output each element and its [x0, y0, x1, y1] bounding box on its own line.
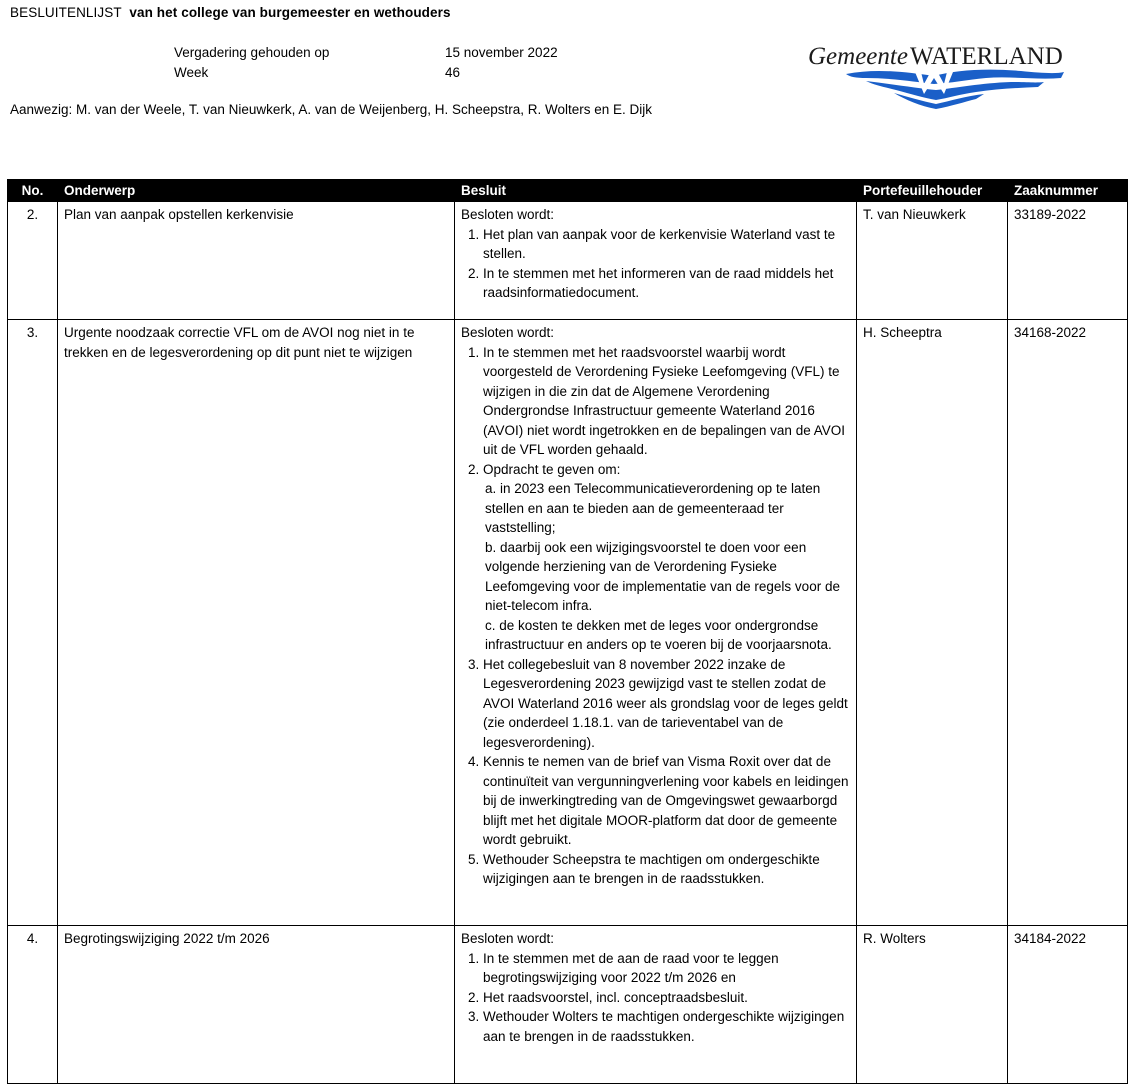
row-onderwerp: Begrotingswijziging 2022 t/m 2026 [58, 926, 455, 1084]
table-row [8, 320, 1128, 926]
logo-text-gemeente: Gemeente [808, 43, 908, 70]
row-zaaknummer: 34168-2022 [1008, 320, 1128, 926]
document-title [10, 5, 451, 20]
week-number: 46 [445, 65, 461, 80]
table-row [8, 202, 1128, 320]
besluit-item: 3. Het collegebesluit van 8 november 2022 inzake de Legesverordening 2023 gewijzigd vast te stellen zodat de AVOI Waterland 2016 weer als grondslag voor de leges geldt (zie onderdeel 1.18.1. van de tarieventabel van de legesverordening). [483, 655, 850, 753]
row-number: 4. [8, 926, 58, 1084]
row-besluit [455, 202, 857, 320]
besluit-item: 1. In te stemmen met de aan de raad voor te leggen begrotingswijziging voor 2022 t/m 2026 en [483, 949, 850, 988]
row-besluit [455, 926, 857, 1084]
header-zaaknummer: Zaaknummer [1008, 180, 1128, 202]
row-zaaknummer: 34184-2022 [1008, 926, 1128, 1084]
row-onderwerp: Plan van aanpak opstellen kerkenvisie [58, 202, 455, 320]
row-onderwerp: Urgente noodzaak correctie VFL om de AVOI nog niet in te trekken en de legesverordening op dit punt niet te wijzigen [58, 320, 455, 926]
title-bold: van het college van burgemeester en wethouders [129, 5, 451, 20]
table-header-row [8, 180, 1128, 202]
besluit-item-text: 2. Opdracht te geven om: [483, 461, 621, 477]
header-besluit: Besluit [455, 180, 857, 202]
gemeente-waterland-logo [806, 36, 1068, 110]
table-row [8, 926, 1128, 1084]
logo-water-icon [846, 70, 1064, 109]
besluit-subitem: a. in 2023 een Telecommunicatieverordening op te laten stellen en aan te bieden aan de gemeenteraad ter vaststelling; [485, 481, 821, 535]
logo-text-waterland: WATERLAND [910, 43, 1063, 70]
meeting-meta [174, 43, 558, 83]
row-zaaknummer: 33189-2022 [1008, 202, 1128, 320]
besluit-item: 4. Kennis te nemen van de brief van Visma Roxit over dat de continuïteit van vergunningverlening voor kabels en leidingen bij de inwerkingtreding van de Omgevingswet gewaarborgd blijft met het digitale MOOR-platform dat door de gemeente wordt gebruikt. [483, 752, 850, 850]
besluit-item: 1. In te stemmen met het raadsvoorstel waarbij wordt voorgesteld de Verordening Fysieke Leefomgeving (VFL) te wijzigen in die zin dat de Algemene Verordening Ondergrondse Infrastructuur gemeente Waterland 2016 (AVOI) niet wordt ingetrokken en de bepalingen van de AVOI uit de VFL worden gehaald. [483, 343, 850, 460]
besluit-item: 3. Wethouder Wolters te machtigen ondergeschikte wijzigingen aan te brengen in de raadsstukken. [483, 1007, 850, 1046]
row-besluit [455, 320, 857, 926]
besluit-subitem: b. daarbij ook een wijzigingsvoorstel te doen voor een volgende herziening van de Verordening Fysieke Leefomgeving voor de implementatie van de regels voor de niet-telecom infra. [485, 539, 840, 613]
row-portefeuillehouder: T. van Nieuwkerk [857, 202, 1008, 320]
besluit-subitem: c. de kosten te dekken met de leges voor ondergrondse infrastructuur en anders op te voeren bij de voorjaarsnota. [485, 617, 832, 652]
besluit-item [483, 460, 850, 655]
row-number: 3. [8, 320, 58, 926]
besluit-item: 1. Het plan van aanpak voor de kerkenvisie Waterland vast te stellen. [483, 225, 850, 264]
besluit-item: 2. In te stemmen met het informeren van de raad middels het raadsinformatiedocument. [483, 264, 850, 303]
row-number: 2. [8, 202, 58, 320]
decisions-table [7, 179, 1128, 1084]
besluit-item: 5. Wethouder Scheepstra te machtigen om ondergeschikte wijzigingen aan te brengen in de raadsstukken. [483, 850, 850, 889]
header-portefeuillehouder: Portefeuillehouder [857, 180, 1008, 202]
besluit-intro: Besloten wordt: [461, 207, 555, 222]
besluit-intro: Besloten wordt: [461, 325, 555, 340]
row-portefeuillehouder: H. Scheeptra [857, 320, 1008, 926]
meeting-label: Vergadering gehouden op [174, 45, 330, 60]
header-no: No. [8, 180, 58, 202]
besluit-item: 2. Het raadsvoorstel, incl. conceptraadsbesluit. [483, 988, 850, 1008]
title-plain: BESLUITENLIJST [10, 5, 122, 20]
attendees: Aanwezig: M. van der Weele, T. van Nieuwkerk, A. van de Weijenberg, H. Scheepstra, R. Wolters en E. Dijk [10, 102, 653, 117]
row-portefeuillehouder: R. Wolters [857, 926, 1008, 1084]
meeting-date: 15 november 2022 [445, 45, 558, 60]
besluit-intro: Besloten wordt: [461, 931, 555, 946]
week-label: Week [174, 65, 209, 80]
header-onderwerp: Onderwerp [58, 180, 455, 202]
